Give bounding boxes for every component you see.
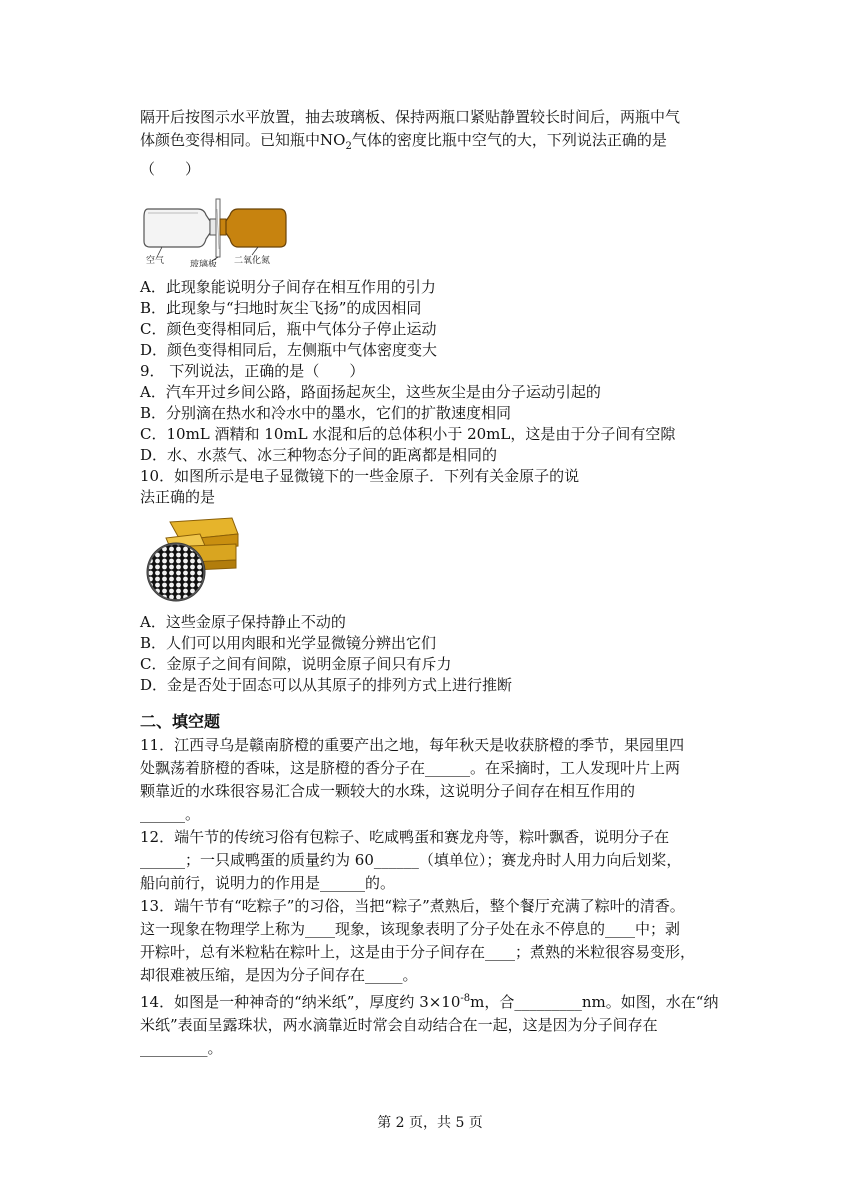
question-11: 11．江西寻乌是赣南脐橙的重要产出之地，每年秋天是收获脐橙的季节，果园里四 处飘荡着脐橙的香味，这是脐橙的香分子在______。在采摘时，工人发现叶片上两 颗靠近的水珠很容易汇合成一颗较大的水珠，这说明分子间存在相互作用的 ______。 — [140, 736, 685, 823]
q8-option-d: D．颜色变得相同后，左侧瓶中气体密度变大 — [140, 341, 438, 359]
question-13: 13．端午节有“吃粽子”的习俗，当把“粽子”煮熟后，整个餐厅充满了粽叶的清香。 这一现象在物理学上称为____现象，该现象表明了分子处在永不停息的____中；剥 开粽叶，总有米粒粘在粽叶上，这是由于分子间存在____；煮熟的米粒很容易变形， 却很难被压缩，是因为分子间存在_____。 — [140, 897, 696, 984]
q13-blank-3[interactable]: ____ — [485, 943, 516, 961]
q8-option-b: B．此现象与“扫地时灰尘飞扬”的成因相同 — [140, 299, 422, 317]
question-12: 12．端午节的传统习俗有包粽子、吃咸鸭蛋和赛龙舟等，粽叶飘香，说明分子在 ______；一只咸鸭蛋的质量约为 60______（填单位）；赛龙舟时人用力向后划桨， 船向前行，说明力的作用是______的。 — [140, 828, 682, 892]
question-10-stem-line-1: 10．如图所示是电子显微镜下的一些金原子．下列有关金原子的说 — [140, 467, 580, 485]
bottles-illustration — [140, 189, 290, 267]
q9-option-d: D．水、水蒸气、冰三种物态分子间的距离都是相同的 — [140, 446, 498, 464]
question-10-stem-line-2: 法正确的是 — [140, 488, 216, 506]
page-content — [140, 106, 730, 1060]
q10-option-a: A．这些金原子保持静止不动的 — [140, 613, 346, 631]
label-no2: 二氧化氮 — [234, 256, 271, 266]
question-9 — [140, 361, 730, 466]
q9-option-c: C．10mL 酒精和 10mL 水混和后的总体积小于 20mL，这是由于分子间有空隙 — [140, 425, 676, 443]
gold-atoms-illustration — [140, 516, 240, 602]
section-title-fill-in: 二、填空题 — [140, 712, 221, 731]
question-8 — [140, 106, 730, 361]
gold-atoms-figure — [140, 516, 730, 606]
q8-option-c: C．颜色变得相同后，瓶中气体分子停止运动 — [140, 320, 437, 338]
q11-blank-1[interactable]: ______ — [425, 759, 471, 777]
q14-blank-2[interactable]: _________ — [140, 1039, 208, 1057]
page-footer: 第 2 页，共 5 页 — [377, 1115, 483, 1131]
label-air: 空气 — [146, 256, 165, 266]
q12-blank-2[interactable]: ______ — [373, 851, 419, 869]
q13-blank-2[interactable]: ____ — [605, 920, 636, 938]
q9-option-b: B．分别滴在热水和冷水中的墨水，它们的扩散速度相同 — [140, 404, 512, 422]
q10-option-d: D．金是否处于固态可以从其原子的排列方式上进行推断 — [140, 676, 513, 694]
question-8-stem: 隔开后按图示水平放置，抽去玻璃板、保持两瓶口紧贴静置较长时间后，两瓶中气 体颜色变得相同。已知瓶中$NO_2$气体的密度比瓶中空气的大，下列说法正确的是 （ ） — [140, 108, 681, 178]
question-10 — [140, 466, 730, 696]
q12-blank-1[interactable]: ______ — [140, 851, 185, 869]
q13-blank-1[interactable]: ____ — [305, 920, 336, 938]
q14-blank-1[interactable]: _________ — [514, 993, 582, 1011]
q11-blank-2[interactable]: ______ — [140, 805, 185, 823]
q13-blank-4[interactable]: _____ — [365, 966, 403, 984]
q9-option-a: A．汽车开过乡间公路，路面扬起灰尘，这些灰尘是由分子运动引起的 — [140, 383, 601, 401]
q8-option-a: A．此现象能说明分子间存在相互作用的引力 — [140, 278, 436, 296]
bottles-diagram — [140, 189, 730, 271]
q10-option-c: C．金原子之间有间隙，说明金原子间只有斥力 — [140, 655, 452, 673]
q10-option-b: B．人们可以用肉眼和光学显微镜分辨出它们 — [140, 634, 437, 652]
question-9-stem: 9． 下列说法，正确的是（ ） — [140, 362, 365, 380]
q12-blank-3[interactable]: ______ — [320, 874, 366, 892]
label-glass-plate: 玻璃板 — [190, 260, 218, 267]
question-14: 14．如图是一种神奇的“纳米纸”，厚度约 $3\times 10^{-8}m$，合_________nm。如图，水在“纳 米纸”表面呈露珠状，两水滴靠近时常会自动结合在一起，这是因为分子间存在 _________。 — [140, 993, 719, 1057]
